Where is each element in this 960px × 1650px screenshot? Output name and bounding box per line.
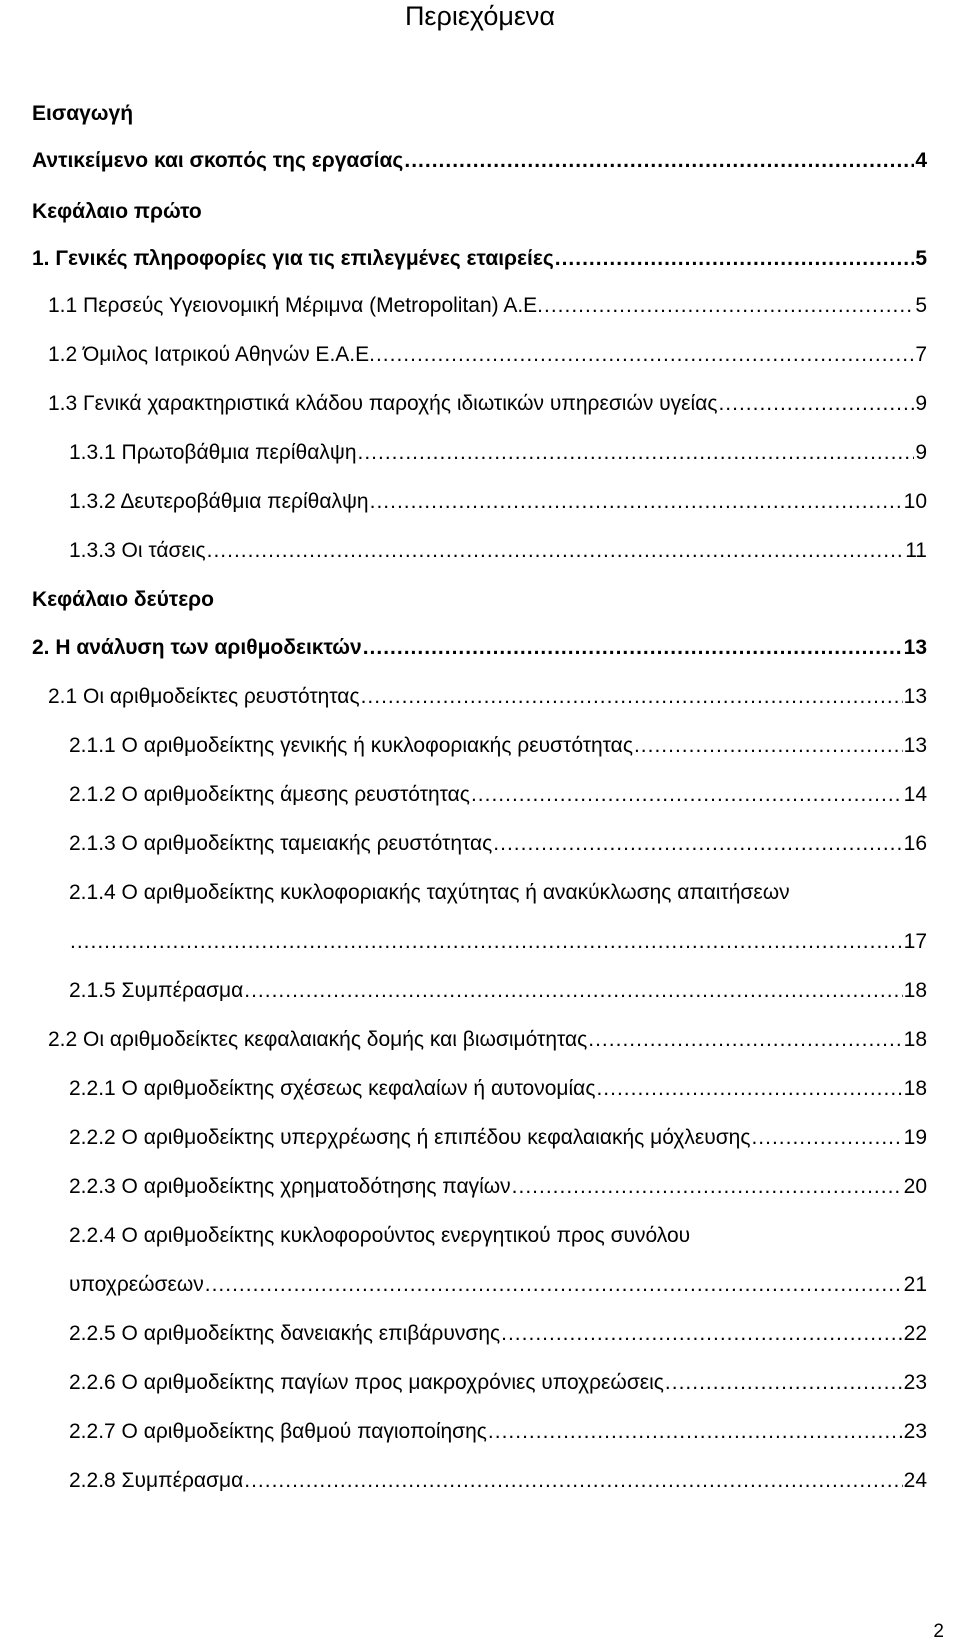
toc-entry-2-2-8[interactable] [69, 1465, 927, 1497]
toc-heading-introduction [32, 98, 927, 130]
toc-entry-2-2-4-line1[interactable] [69, 1220, 927, 1252]
toc-dot-leader [555, 243, 915, 275]
toc-entry-title: 2.1.4 Ο αριθμοδείκτης κυκλοφοριακής ταχύτητας ή ανακύκλωσης απαιτήσεων [69, 881, 790, 904]
toc-entry-page: 16 [903, 832, 927, 855]
toc-dot-leader [718, 388, 914, 420]
toc-entry-2-1-3[interactable] [69, 828, 927, 860]
toc-entry-title: 2.2.1 Ο αριθμοδείκτης σχέσεως κεφαλαίων ή αυτονομίας [69, 1077, 596, 1100]
toc-entry-page: 22 [903, 1322, 927, 1345]
toc-dot-leader [70, 926, 903, 958]
toc-entry-page: 18 [903, 1028, 927, 1051]
toc-entry-1-3-2[interactable] [69, 486, 927, 518]
toc-dot-leader [634, 730, 903, 762]
toc-dot-leader [244, 1465, 902, 1497]
toc-entry-page: 7 [915, 343, 927, 366]
toc-entry-title: 2.2.3 Ο αριθμοδείκτης χρηματοδότησης παγίων [69, 1175, 511, 1198]
toc-dot-leader [244, 975, 902, 1007]
toc-entry-page: 13 [903, 685, 927, 708]
toc-entry-title: 2.2.2 Ο αριθμοδείκτης υπερχρέωσης ή επιπέδου κεφαλαιακής μόχλευσης [69, 1126, 751, 1149]
toc-entry-1-3-3[interactable] [69, 535, 927, 567]
toc-dot-leader [544, 290, 914, 322]
toc-entry-page: 9 [915, 392, 927, 415]
toc-heading-chapter-one [32, 196, 927, 228]
toc-entry-2-1-4[interactable] [69, 926, 927, 958]
toc-entry-title: 1.3.3 Οι τάσεις [69, 539, 206, 562]
toc-entry-title: 2.2.4 Ο αριθμοδείκτης κυκλοφορούντος ενεργητικού προς συνόλου [69, 1224, 691, 1247]
toc-entry-title: 1.3 Γενικά χαρακτηριστικά κλάδου παροχής ιδιωτικών υπηρεσιών υγείας [48, 392, 718, 415]
toc-entry-title: υποχρεώσεων [69, 1273, 204, 1296]
toc-dot-leader [404, 145, 914, 177]
toc-dot-leader [588, 1024, 902, 1056]
toc-dot-leader [501, 1318, 903, 1350]
toc-dot-leader [596, 1073, 902, 1105]
toc-dot-leader [361, 681, 903, 713]
toc-dot-leader [370, 486, 903, 518]
toc-entry-page: 5 [915, 247, 927, 270]
toc-entry-page: 18 [903, 979, 927, 1002]
toc-entry-page: 17 [903, 930, 927, 953]
toc-entry-1-2[interactable] [48, 339, 927, 371]
toc-dot-leader [488, 1416, 903, 1448]
toc-dot-leader [207, 535, 905, 567]
toc-dot-leader [512, 1171, 903, 1203]
toc-entry-2-2-5[interactable] [69, 1318, 927, 1350]
page-number: 2 [933, 1621, 944, 1642]
toc-entry-page: 11 [905, 539, 927, 562]
toc-heading-label: Κεφάλαιο πρώτο [32, 200, 202, 223]
toc-entry-1-3[interactable] [48, 388, 927, 420]
toc-entry-page: 20 [903, 1175, 927, 1198]
toc-entry-page: 23 [903, 1371, 927, 1394]
toc-dot-leader [376, 339, 914, 371]
toc-dot-leader [358, 437, 915, 469]
toc-entry-title: 1. Γενικές πληροφορίες για τις επιλεγμένες εταιρείες [32, 247, 554, 270]
toc-entry-2-2-3[interactable] [69, 1171, 927, 1203]
toc-entry-page: 19 [903, 1126, 927, 1149]
toc-dot-leader [471, 779, 903, 811]
toc-entry-2-1-2[interactable] [69, 779, 927, 811]
toc-entry-title: 1.2 Όμιλος Ιατρικού Αθηνών Ε.Α.Ε. [48, 343, 375, 366]
toc-dot-leader [665, 1367, 903, 1399]
toc-entry-title: 2.2.8 Συμπέρασμα [69, 1469, 244, 1492]
toc-entry-2-2-7[interactable] [69, 1416, 927, 1448]
toc-entry-2-2-4[interactable] [69, 1269, 927, 1301]
toc-entry-title: 2.2.7 Ο αριθμοδείκτης βαθμού παγιοποίησης [69, 1420, 487, 1443]
toc-entry-page: 24 [903, 1469, 927, 1492]
toc-entry-1-1[interactable] [48, 290, 927, 322]
toc-dot-leader [363, 632, 903, 664]
toc-entry-page: 23 [903, 1420, 927, 1443]
toc-entry-title: 2.2.6 Ο αριθμοδείκτης παγίων προς μακροχρόνιες υποχρεώσεις [69, 1371, 664, 1394]
toc-entry-page: 10 [903, 490, 927, 513]
toc-dot-leader [751, 1122, 902, 1154]
toc-entry-1[interactable] [32, 243, 927, 275]
toc-entry-2-1-4-line1[interactable] [69, 877, 927, 909]
toc-entry-page: 21 [903, 1273, 927, 1296]
toc-entry-2-1-1[interactable] [69, 730, 927, 762]
toc-heading-chapter-two [32, 584, 927, 616]
toc-entry-2-2-2[interactable] [69, 1122, 927, 1154]
toc-entry-page: 18 [903, 1077, 927, 1100]
toc-heading-label: Εισαγωγή [32, 102, 134, 125]
toc-entry-title: Αντικείμενο και σκοπός της εργασίας [32, 149, 404, 172]
toc-entry-2-2-1[interactable] [69, 1073, 927, 1105]
toc-entry-title: 2.1.5 Συμπέρασμα [69, 979, 244, 1002]
toc-entry-title: 1.1 Περσεύς Υγειονομική Μέριμνα (Metropolitan) Α.Ε. [48, 294, 543, 317]
page-title: Περιεχόμενα [404, 1, 556, 31]
toc-entry-title: 2.1 Οι αριθμοδείκτες ρευστότητας [48, 685, 360, 708]
toc-entry-title: 2.1.1 Ο αριθμοδείκτης γενικής ή κυκλοφοριακής ρευστότητας [69, 734, 633, 757]
toc-entry-title: 1.3.1 Πρωτοβάθμια περίθαλψη [69, 441, 357, 464]
toc-entry-2-1-5[interactable] [69, 975, 927, 1007]
toc-entry-page: 13 [903, 636, 927, 659]
toc-entry-2[interactable] [32, 632, 927, 664]
toc-entry-page: 5 [915, 294, 927, 317]
toc-entry-page: 4 [915, 149, 927, 172]
toc-dot-leader [493, 828, 902, 860]
toc-entry-title: 2.1.2 Ο αριθμοδείκτης άμεσης ρευστότητας [69, 783, 470, 806]
toc-entry-1-3-1[interactable] [69, 437, 927, 469]
toc-entry-2-2-6[interactable] [69, 1367, 927, 1399]
toc-entry-title: 1.3.2 Δευτεροβάθμια περίθαλψη [69, 490, 369, 513]
toc-entry-2-2[interactable] [48, 1024, 927, 1056]
toc-entry-page: 9 [915, 441, 927, 464]
toc-heading-label: Κεφάλαιο δεύτερο [32, 588, 214, 611]
toc-entry-title: 2.2.5 Ο αριθμοδείκτης δανειακής επιβάρυνσης [69, 1322, 501, 1345]
toc-entry-2-1[interactable] [48, 681, 927, 713]
toc-entry-objective[interactable] [32, 145, 927, 177]
toc-entry-title: 2.1.3 Ο αριθμοδείκτης ταμειακής ρευστότητας [69, 832, 493, 855]
toc-entry-page: 14 [903, 783, 927, 806]
toc-entry-title: 2.2 Οι αριθμοδείκτες κεφαλαιακής δομής και βιωσιμότητας [48, 1028, 588, 1051]
toc-entry-page: 13 [903, 734, 927, 757]
toc-dot-leader [205, 1269, 903, 1301]
toc-entry-title: 2. Η ανάλυση των αριθμοδεικτών [32, 636, 362, 659]
